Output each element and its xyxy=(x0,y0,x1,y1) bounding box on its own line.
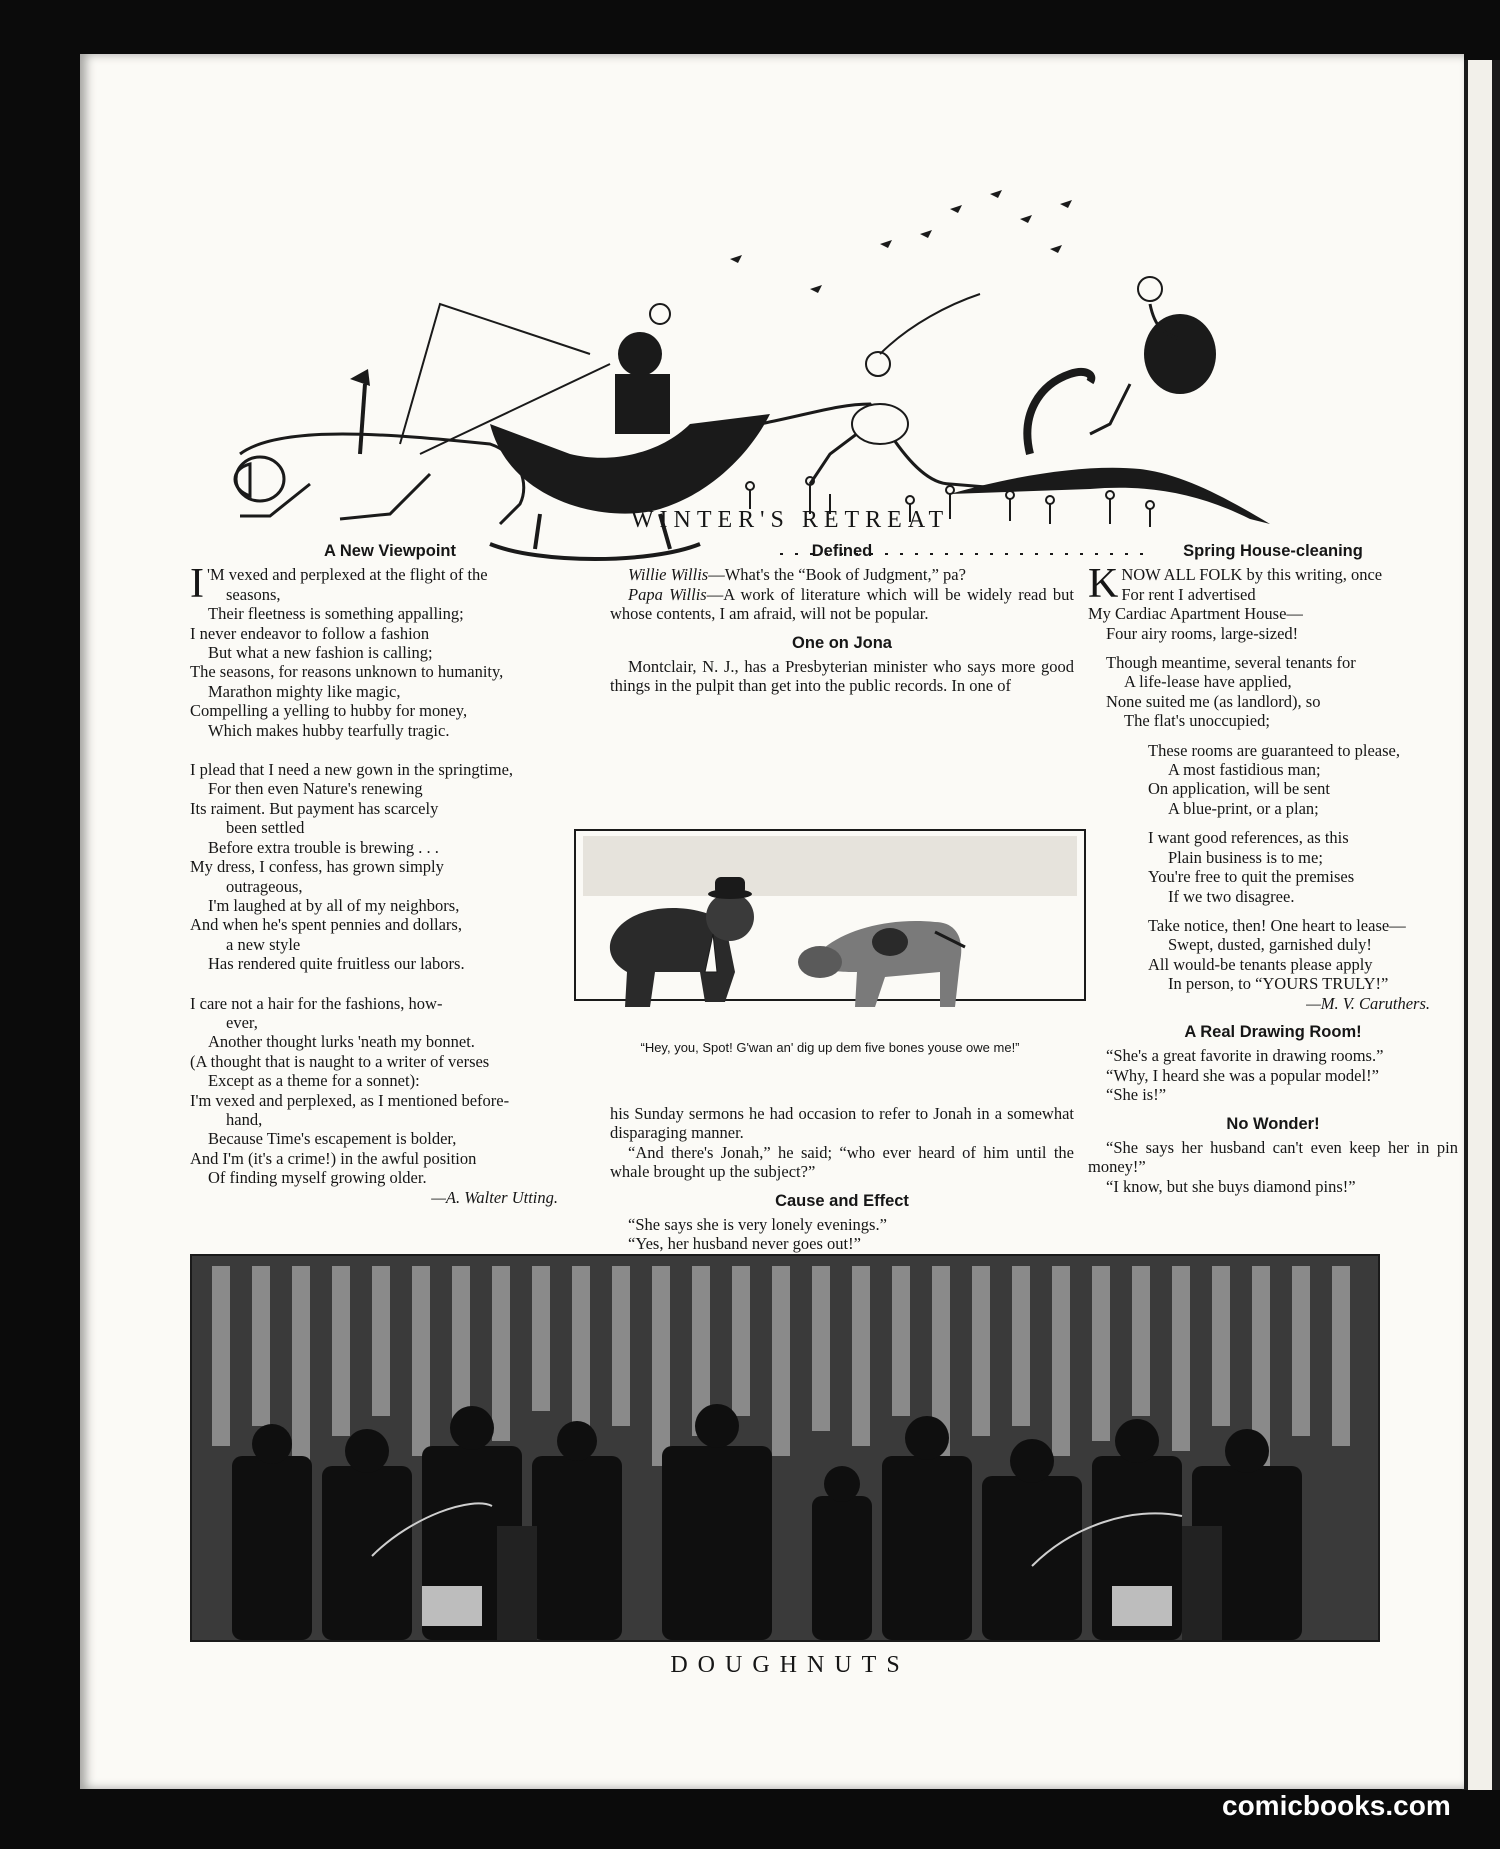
poem-line: I'm vexed and perplexed, as I mentioned before- xyxy=(190,1090,510,1110)
poem-line: All would-be tenants please apply xyxy=(1148,954,1373,974)
poem-line: I'm laughed at by all of my neighbors, xyxy=(208,895,460,915)
poem-line: A blue-print, or a plan; xyxy=(1168,798,1319,818)
next-page-edge xyxy=(1468,60,1492,1790)
no-wonder-line-1: “She says her husband can't even keep her in pin money!” xyxy=(1088,1137,1458,1177)
poem-line: A most fastidious man; xyxy=(1168,760,1321,780)
stanza-2 xyxy=(190,760,525,973)
poem-line: My Cardiac Apartment House— xyxy=(1088,604,1303,624)
poem-line: And when he's spent pennies and dollars, xyxy=(190,915,462,935)
no-wonder-heading: No Wonder! xyxy=(1226,1114,1320,1133)
poem-line: Has rendered quite fruitless our labors. xyxy=(208,954,465,974)
poem-line: Though meantime, several tenants for xyxy=(1106,653,1356,673)
poem-line: And I'm (it's a crime!) in the awful position xyxy=(190,1148,477,1168)
poem-line: 'M vexed and perplexed at the flight of the xyxy=(207,565,488,585)
defined-text: —A work of literature which will be widely read but whose contents, I am afraid, will not be popular. xyxy=(610,584,1075,624)
cause-heading: Cause and Effect xyxy=(775,1191,909,1210)
poem-heading: A New Viewpoint xyxy=(323,542,457,560)
poem-line: outrageous, xyxy=(226,876,303,896)
poem-line: The flat's unoccupied; xyxy=(1124,711,1270,731)
poem-line: (A thought that is naught to a writer of verses xyxy=(190,1051,490,1071)
poem-line: Except as a theme for a sonnet): xyxy=(208,1071,420,1091)
dog-cartoon-drawing xyxy=(555,822,1105,1052)
defined-heading: Defined xyxy=(811,542,873,560)
poem-line: Swept, dusted, garnished duly! xyxy=(1168,935,1372,955)
poem-line: If we two disagree. xyxy=(1168,886,1295,906)
stanza-3 xyxy=(190,994,590,1188)
stanza-2 xyxy=(1088,653,1458,731)
poem-line: But what a new fashion is calling; xyxy=(208,643,433,663)
column-defined-jona xyxy=(610,542,1074,696)
poem-line: NOW ALL FOLK by this writing, once xyxy=(1121,565,1383,585)
drawing-room-lines xyxy=(1088,1046,1458,1104)
poem-signature: —A. Walter Utting. xyxy=(431,1187,558,1207)
doughnuts-illustration xyxy=(190,1254,1380,1642)
poem-line: I never endeavor to follow a fashion xyxy=(190,623,430,643)
stock-ticker-crowd-drawing xyxy=(192,1256,1378,1640)
poem-line: Take notice, then! One heart to lease— xyxy=(1148,915,1406,935)
poem-line: hand, xyxy=(226,1109,263,1129)
illustration-caption: DOUGHNUTS xyxy=(670,1652,910,1678)
poem-a-new-viewpoint xyxy=(190,542,590,1207)
poem-line: ever, xyxy=(226,1012,258,1032)
dialogue-line: “Why, I heard she was a popular model!” xyxy=(1106,1065,1379,1085)
defined-line-1 xyxy=(610,565,1074,584)
column-jona-cause xyxy=(610,1104,1074,1254)
poem-line: The seasons, for reasons unknown to humanity, xyxy=(190,662,504,682)
poem-line: I want good references, as this xyxy=(1148,828,1349,848)
column-spring-house-cleaning xyxy=(1088,542,1458,1196)
drawing-room-heading: A Real Drawing Room! xyxy=(1184,1022,1362,1041)
jona-paragraph-1: Montclair, N. J., has a Presbyterian minister who says more good things in the pulpit than get into the public records. In one of xyxy=(610,657,1074,696)
dog-cartoon xyxy=(555,822,1105,1072)
drop-cap: K xyxy=(1088,561,1119,608)
watermark: comicbooks.com xyxy=(1222,1790,1451,1821)
poem-line: Compelling a yelling to hubby for money, xyxy=(190,701,468,721)
book-spine xyxy=(1462,60,1500,1790)
poem-line: A life-lease have applied, xyxy=(1124,672,1292,692)
cause-line-2: “Yes, her husband never goes out!” xyxy=(628,1234,861,1254)
page-title: WINTER'S RETREAT xyxy=(630,507,950,533)
no-wonder-line-2: “I know, but she buys diamond pins!” xyxy=(1106,1176,1356,1196)
poem-signature: —M. V. Caruthers. xyxy=(1306,993,1430,1013)
poem-line: For rent I advertised xyxy=(1121,584,1256,604)
poem-line: Another thought lurks 'neath my bonnet. xyxy=(208,1032,475,1052)
poem-line: These rooms are guaranteed to please, xyxy=(1148,740,1400,760)
poem-line: My dress, I confess, has grown simply xyxy=(190,857,444,877)
dog-cartoon-caption: “Hey, you, Spot! G'wan an' dig up dem five bones youse owe me!” xyxy=(640,1040,1020,1055)
poem-line: On application, will be sent xyxy=(1148,779,1330,799)
defined-text: —What's the “Book of Judgment,” pa? xyxy=(708,565,966,585)
jona-heading: One on Jona xyxy=(792,633,892,652)
defined-line-2 xyxy=(610,585,1074,624)
dialogue-line: “She's a great favorite in drawing rooms.” xyxy=(1106,1046,1384,1066)
dialogue-line: “She is!” xyxy=(1106,1085,1167,1105)
poem-line: I plead that I need a new gown in the springtime, xyxy=(190,760,514,780)
speaker-name: Willie Willis xyxy=(628,565,709,585)
cause-line-1: “She says she is very lonely evenings.” xyxy=(628,1215,887,1235)
drop-cap: I xyxy=(190,561,204,608)
poem-line: Plain business is to me; xyxy=(1168,847,1323,867)
poem-line: You're free to quit the premises xyxy=(1148,867,1355,887)
poem-line: been settled xyxy=(226,818,305,838)
stanza-1 xyxy=(190,561,590,740)
stanza-1 xyxy=(1088,561,1458,643)
poem-line: Its raiment. But payment has scarcely xyxy=(190,798,439,818)
poem-line: Which makes hubby tearfully tragic. xyxy=(208,720,450,740)
stanza-4 xyxy=(1088,828,1458,906)
poem-line: In person, to “YOURS TRULY!” xyxy=(1168,974,1389,994)
poem-line: Of finding myself growing older. xyxy=(208,1168,427,1188)
poem-line: Marathon mighty like magic, xyxy=(208,681,401,701)
poem-line: For then even Nature's renewing xyxy=(208,779,423,799)
stanza-5 xyxy=(1088,916,1458,994)
poem-line: Their fleetness is something appalling; xyxy=(208,604,464,624)
poem-heading: Spring House-cleaning xyxy=(1183,542,1363,560)
poem-line: Before extra trouble is brewing . . . xyxy=(208,837,439,857)
jona-paragraph-3: “And there's Jonah,” he said; “who ever heard of him until the whale brought up the subject?” xyxy=(610,1142,1074,1182)
poem-line: Four airy rooms, large-sized! xyxy=(1106,623,1299,643)
poem-line: a new style xyxy=(226,934,301,954)
poem-line: None suited me (as landlord), so xyxy=(1106,691,1321,711)
stanza-3 xyxy=(1088,741,1458,819)
magazine-page xyxy=(80,54,1464,1789)
poem-line: seasons, xyxy=(226,584,281,604)
poem-line: Because Time's escapement is bolder, xyxy=(208,1129,457,1149)
poem-line: I care not a hair for the fashions, how- xyxy=(190,993,443,1013)
jona-paragraph-2: his Sunday sermons he had occasion to refer to Jonah in a somewhat disparaging manner. xyxy=(610,1104,1074,1143)
speaker-name: Papa Willis xyxy=(628,584,707,604)
